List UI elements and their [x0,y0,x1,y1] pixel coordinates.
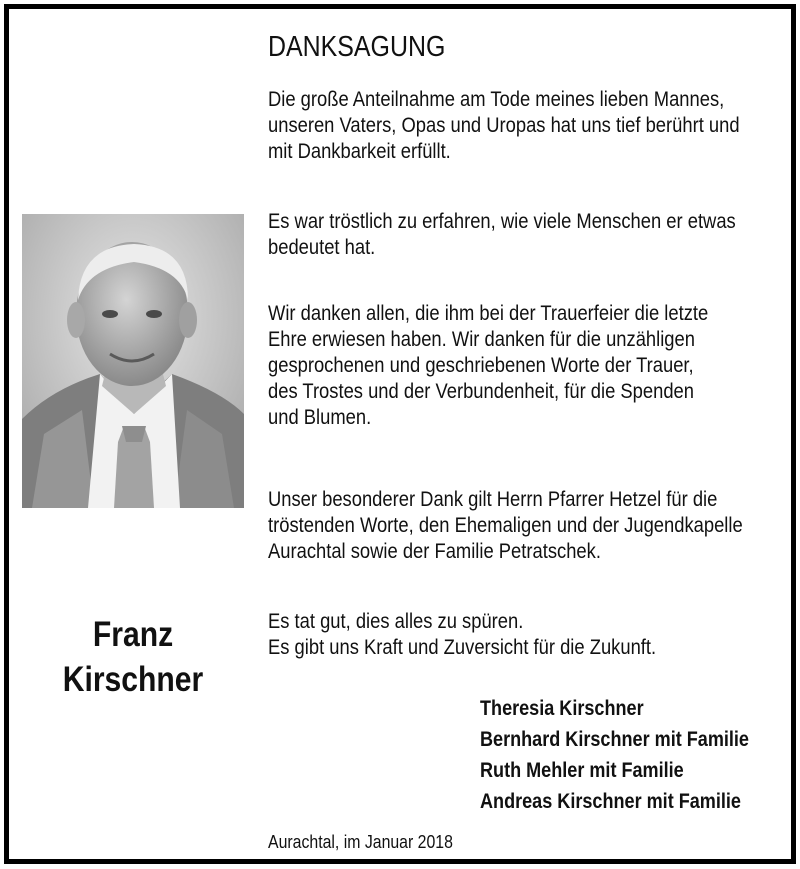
portrait-illustration [22,214,244,508]
text-line: bedeutet hat. [268,236,376,259]
paragraph-5 [268,609,656,661]
paragraph-4 [268,487,743,565]
text-line: Die große Anteilnahme am Tode meines lieben Mannes, [268,88,725,111]
text-line: Aurachtal sowie der Familie Petratschek. [268,540,601,563]
deceased-first-name: Franz [92,615,174,654]
paragraph-2 [268,209,736,261]
text-line: Unser besonderer Dank gilt Herrn Pfarrer Hetzel für die [268,488,718,511]
text-line: unseren Vaters, Opas und Uropas hat uns tief berührt und [268,114,740,137]
portrait-photo [22,214,244,508]
text-line: tröstenden Worte, den Ehemaligen und der Jugendkapelle [268,514,743,537]
signers-list [480,693,749,817]
text-line: gesprochenen und geschriebenen Worte der Trauer, [268,354,694,377]
text-line: Wir danken allen, die ihm bei der Trauerfeier die letzte [268,302,709,325]
text-line: Es war tröstlich zu erfahren, wie viele Menschen er etwas [268,210,736,233]
signer: Theresia Kirschner [480,697,644,720]
place-and-date: Aurachtal, im Januar 2018 [268,832,453,852]
deceased-last-name: Kirschner [62,660,204,699]
notice-title: DANKSAGUNG [268,31,446,63]
signer: Andreas Kirschner mit Familie [480,790,741,813]
text-line: Ehre erwiesen haben. Wir danken für die unzähligen [268,328,695,351]
paragraph-3 [268,301,708,431]
text-line: und Blumen. [268,406,372,429]
deceased-name [38,612,229,702]
text-line: des Trostes und der Verbundenheit, für die Spenden [268,380,695,403]
text-line: Es gibt uns Kraft und Zuversicht für die Zukunft. [268,636,657,659]
text-line: Es tat gut, dies alles zu spüren. [268,610,524,633]
paragraph-1 [268,87,740,165]
signer: Ruth Mehler mit Familie [480,759,684,782]
obituary-notice [4,4,796,864]
text-line: mit Dankbarkeit erfüllt. [268,140,451,163]
signer: Bernhard Kirschner mit Familie [480,728,749,751]
